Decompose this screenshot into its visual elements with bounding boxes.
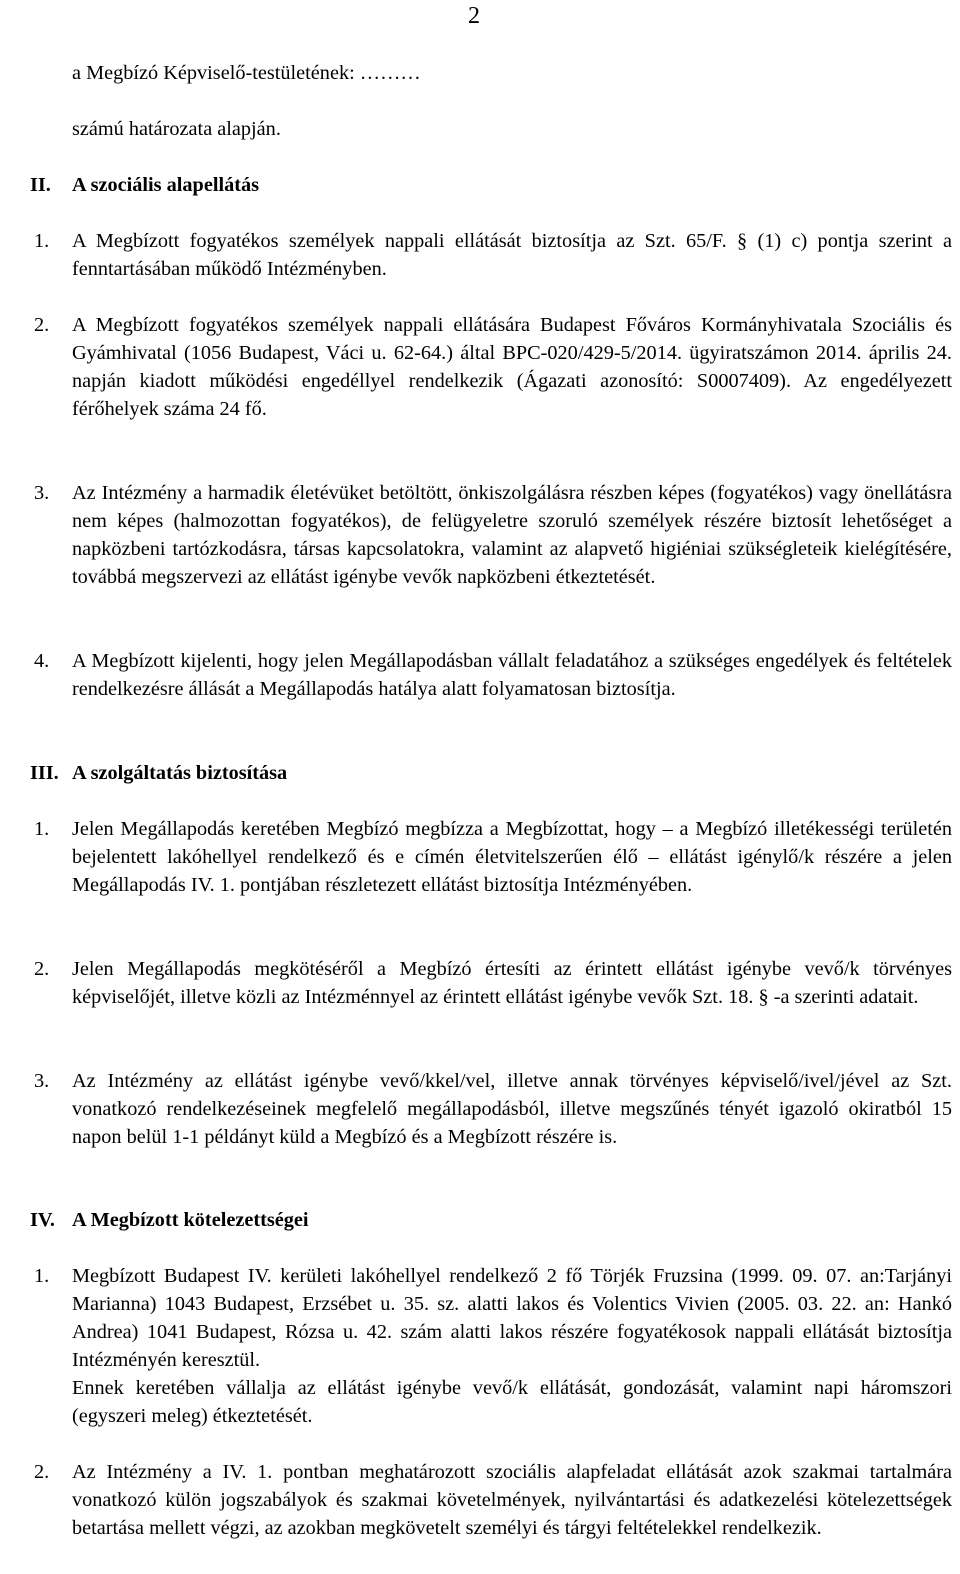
section-iii-item-1-text: Jelen Megállapodás keretében Megbízó megbízza a Megbízottat, hogy – a Megbízó illetékességi területén bejelentett lakóhellyel rendelkező és e címén életvitelszerűen élő – ellátást igénylő/k részére a jelen Megállapodás IV. 1. pontjában részletezett ellátást biztosítja Intézményében. [72,818,952,896]
section-ii-item-3-text: Az Intézmény a harmadik életévüket betöltött, önkiszolgálásra részben képes (fogyatékos) vagy önellátásra nem képes (halmozottan fogyatékos), de felügyeletre szoruló személyek részére biztosít lehetőséget a napközbeni tartózkodásra, társas kapcsolatokra, valamint az alapvető higiéniai szükségleteik kielégítésére, továbbá megszervezi az ellátást igénybe vevők napközbeni étkeztetését. [72,482,952,588]
section-iii-numeral: III. [30,762,59,784]
section-iv-item-1-number: 1. [34,1265,50,1287]
intro-line-2: számú határozata alapján. [72,118,281,140]
section-iv-item-2-text: Az Intézmény a IV. 1. pontban meghatározott szociális alapfeladat ellátását azok szakmai tartalmára vonatkozó külön jogszabályok és szakmai követelmények, nyilvántartási és adatkezelési kötelezettségek betartása mellett végzi, az azokban megkövetelt személyi és tárgyi feltételekkel rendelkezik. [72,1461,952,1539]
page-number: 2 [468,3,480,29]
section-iii-item-3-text: Az Intézmény az ellátást igénybe vevő/kkel/vel, illetve annak törvényes képviselő/ivel/jével az Szt. vonatkozó rendelkezéseinek megfelelő megállapodásból, illetve megszűnés tényét igazoló okiratból 15 napon belül 1-1 példányt küld a Megbízó és a Megbízott részére is. [72,1070,952,1148]
section-ii-item-3-number: 3. [34,482,50,504]
section-ii-item-1-number: 1. [34,230,50,252]
section-iv-item-1-continuation: Ennek keretében vállalja az ellátást igénybe vevő/k ellátását, gondozását, valamint napi háromszori (egyszeri meleg) étkeztetését. [72,1377,952,1427]
section-iv-item-1-text: Megbízott Budapest IV. kerületi lakóhellyel rendelkező 2 fő Törjék Fruzsina (1999. 09. 07. an:Tarjányi Marianna) 1043 Budapest, Erzsébet u. 35. sz. alatti lakos és Volentics Vivien (2005. 03. 22. an: Hankó Andrea) 1041 Budapest, Rózsa u. 42. szám alatti lakos részére fogyatékosok nappali ellátását biztosítja Intézményén keresztül. [72,1265,952,1371]
intro-line-1: a Megbízó Képviselő-testületének: ……… [72,62,421,84]
section-ii-item-2-number: 2. [34,314,50,336]
section-ii-item-1-text: A Megbízott fogyatékos személyek nappali ellátását biztosítja az Szt. 65/F. § (1) c) pontja szerint a fenntartásában működő Intézményben. [72,230,952,280]
section-iii-item-3-number: 3. [34,1070,50,1092]
section-ii-item-4-text: A Megbízott kijelenti, hogy jelen Megállapodásban vállalt feladatához a szükséges engedélyek és feltételek rendelkezésre állását a Megállapodás hatálya alatt folyamatosan biztosítja. [72,650,952,700]
section-ii-numeral: II. [30,174,51,196]
section-ii-item-4-number: 4. [34,650,50,672]
section-iii-item-2-text: Jelen Megállapodás megkötéséről a Megbízó értesíti az érintett ellátást igénybe vevő/k törvényes képviselőjét, illetve közli az Intézménnyel az érintett ellátást igénybe vevők Szt. 18. § -a szerinti adatait. [72,958,952,1008]
section-iii-item-2-number: 2. [34,958,50,980]
section-iv-title: A Megbízott kötelezettségei [72,1209,309,1231]
section-ii-title: A szociális alapellátás [72,174,260,196]
section-iii-item-1-number: 1. [34,818,50,840]
section-iii-title: A szolgáltatás biztosítása [72,762,288,784]
section-iv-numeral: IV. [30,1209,55,1231]
section-iv-item-2-number: 2. [34,1461,50,1483]
section-ii-item-2-text: A Megbízott fogyatékos személyek nappali ellátására Budapest Főváros Kormányhivatala Szociális és Gyámhivatal (1056 Budapest, Váci u. 62-64.) által BPC-020/429-5/2014. ügyiratszámon 2014. április 24. napján kiadott működési engedéllyel rendelkezik (Ágazati azonosító: S0007409). Az engedélyezett férőhelyek száma 24 fő. [72,314,952,420]
